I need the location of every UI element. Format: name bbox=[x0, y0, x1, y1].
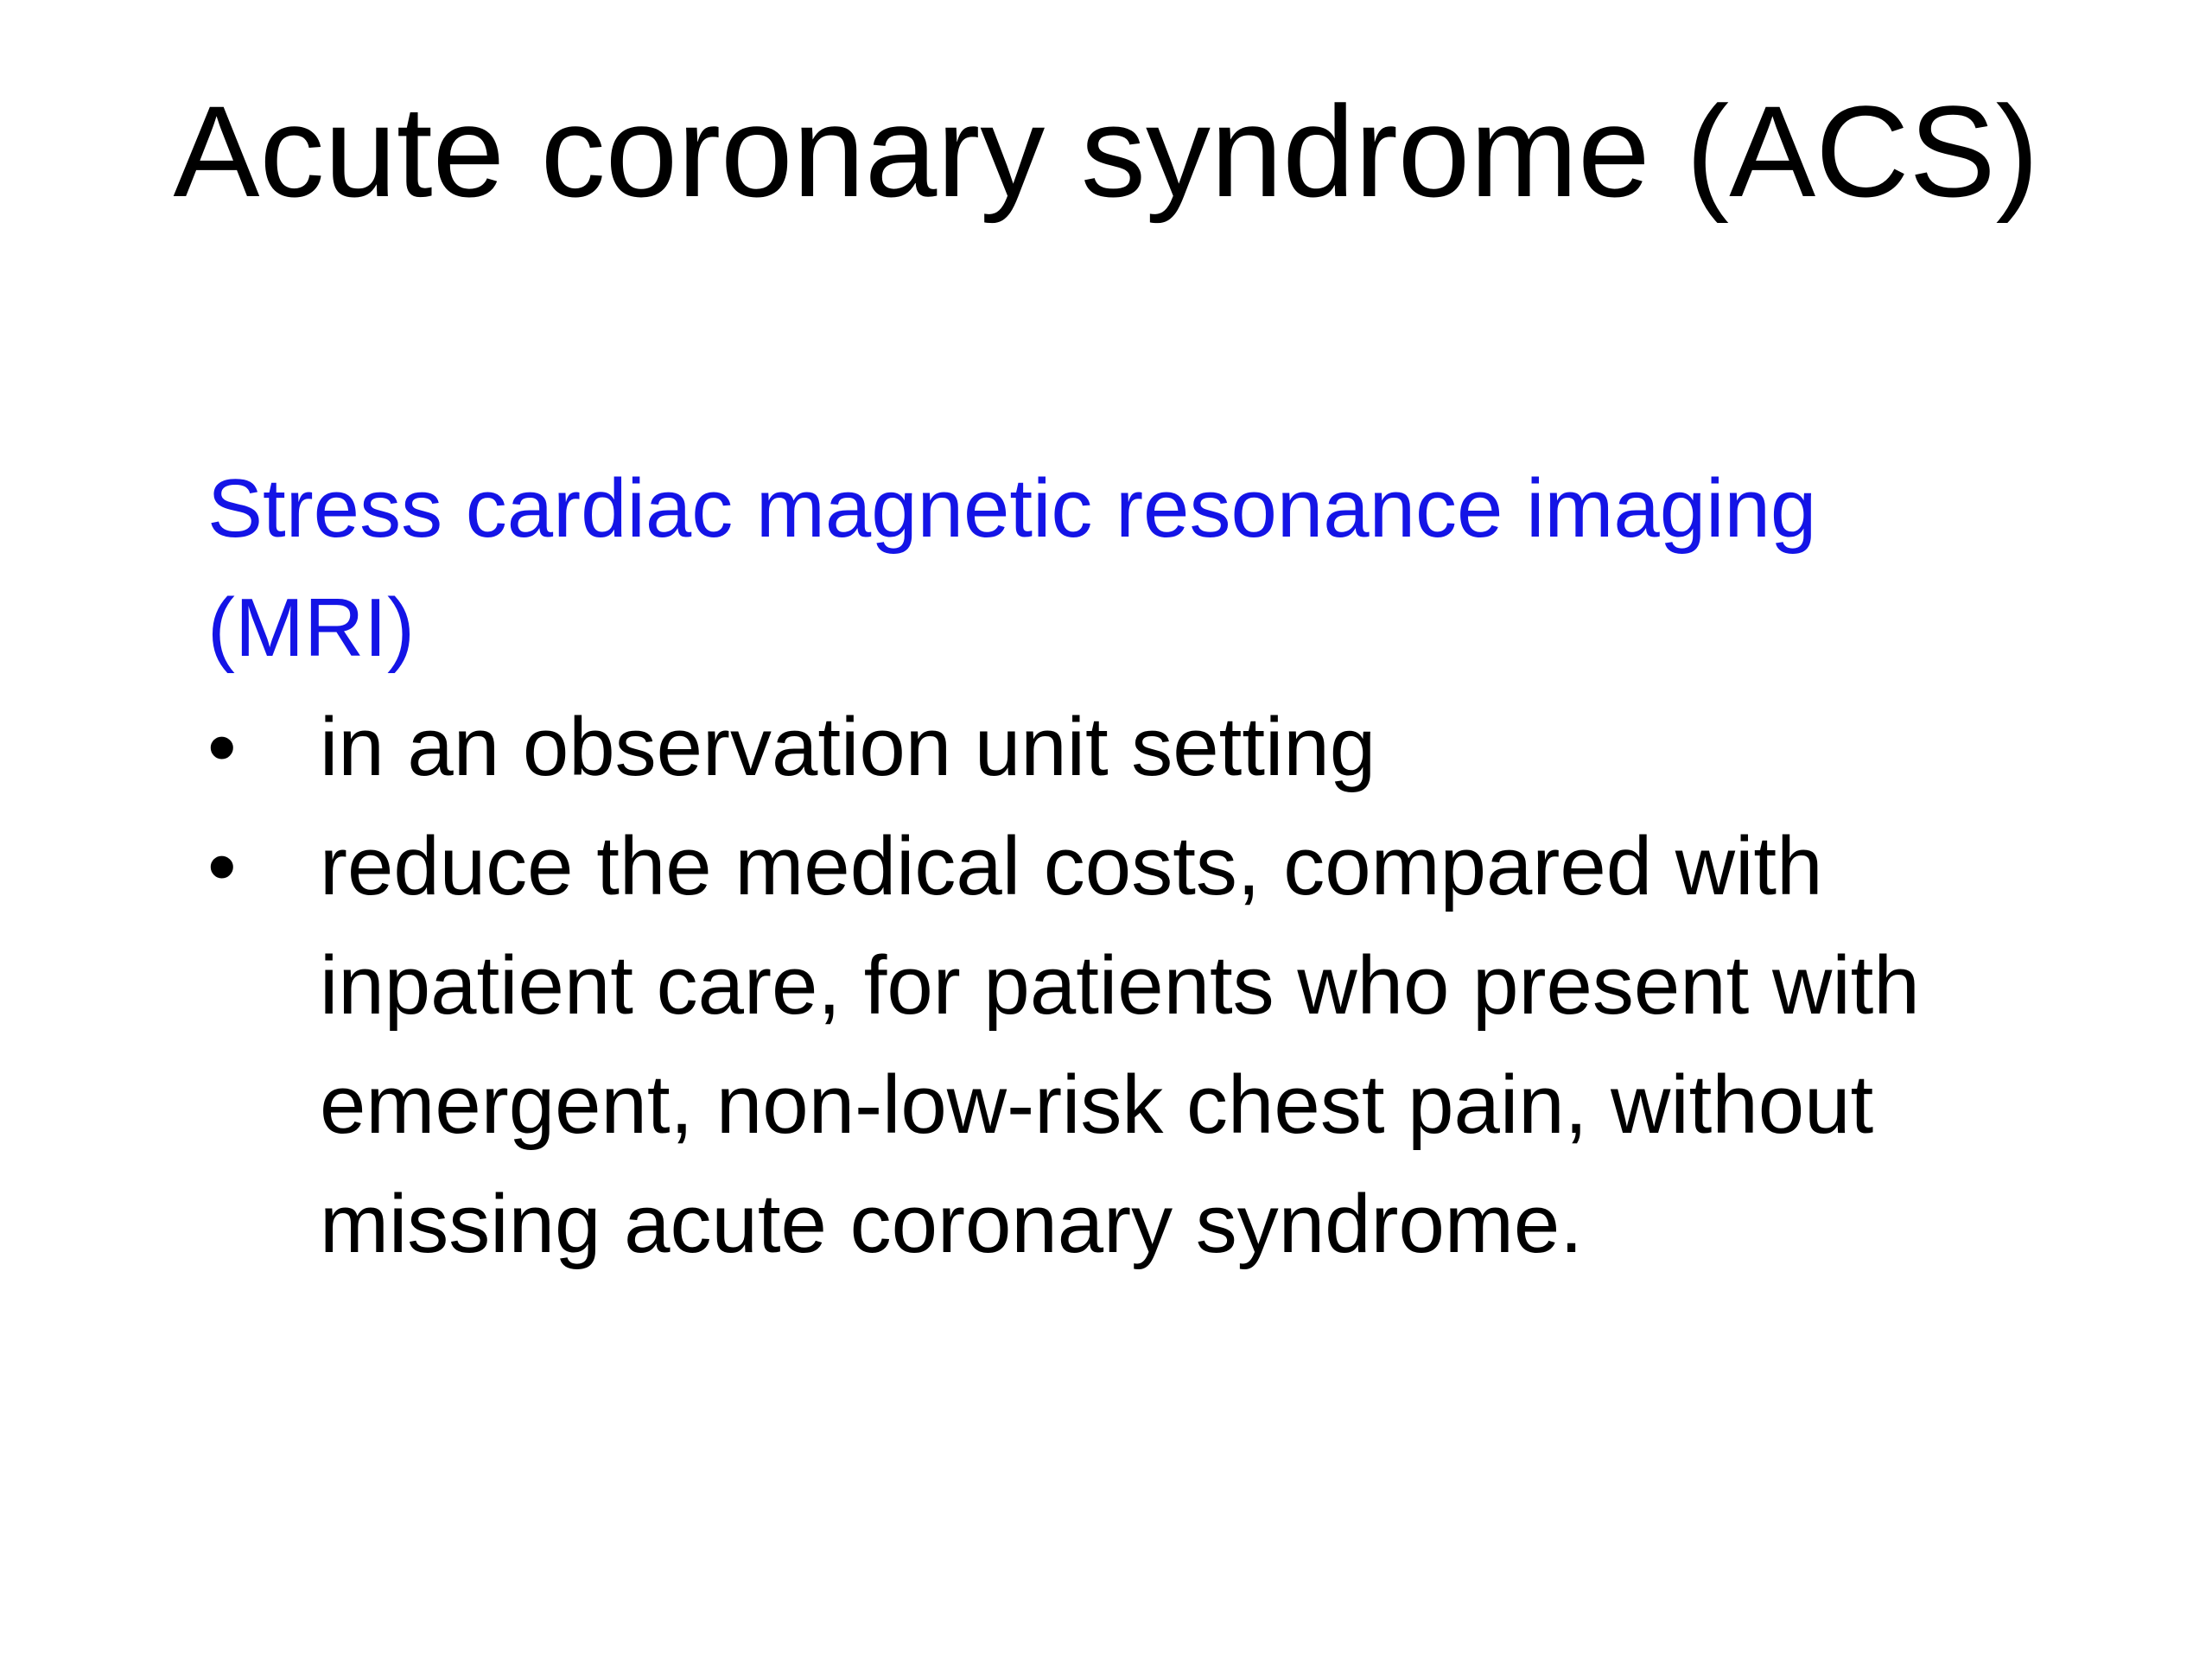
bullet-item bbox=[207, 807, 2117, 1284]
slide-content bbox=[207, 449, 2108, 1284]
bullet-icon: • bbox=[207, 820, 237, 912]
subheading: Stress cardiac magnetic resonance imaging (MRI) bbox=[207, 462, 1817, 674]
slide-title: Acute coronary syndrome (ACS) bbox=[173, 79, 2039, 224]
bullet-icon: • bbox=[207, 701, 237, 793]
bullet-list bbox=[207, 688, 2108, 1284]
bullet-item bbox=[207, 688, 2117, 807]
bullet-text: in an observation unit setting bbox=[320, 701, 1376, 793]
bullet-text: reduce the medical costs, compared with inpatient care, for patients who present with emergent, non-low-risk chest pain, without missing acute coronary syndrome. bbox=[320, 820, 1920, 1270]
